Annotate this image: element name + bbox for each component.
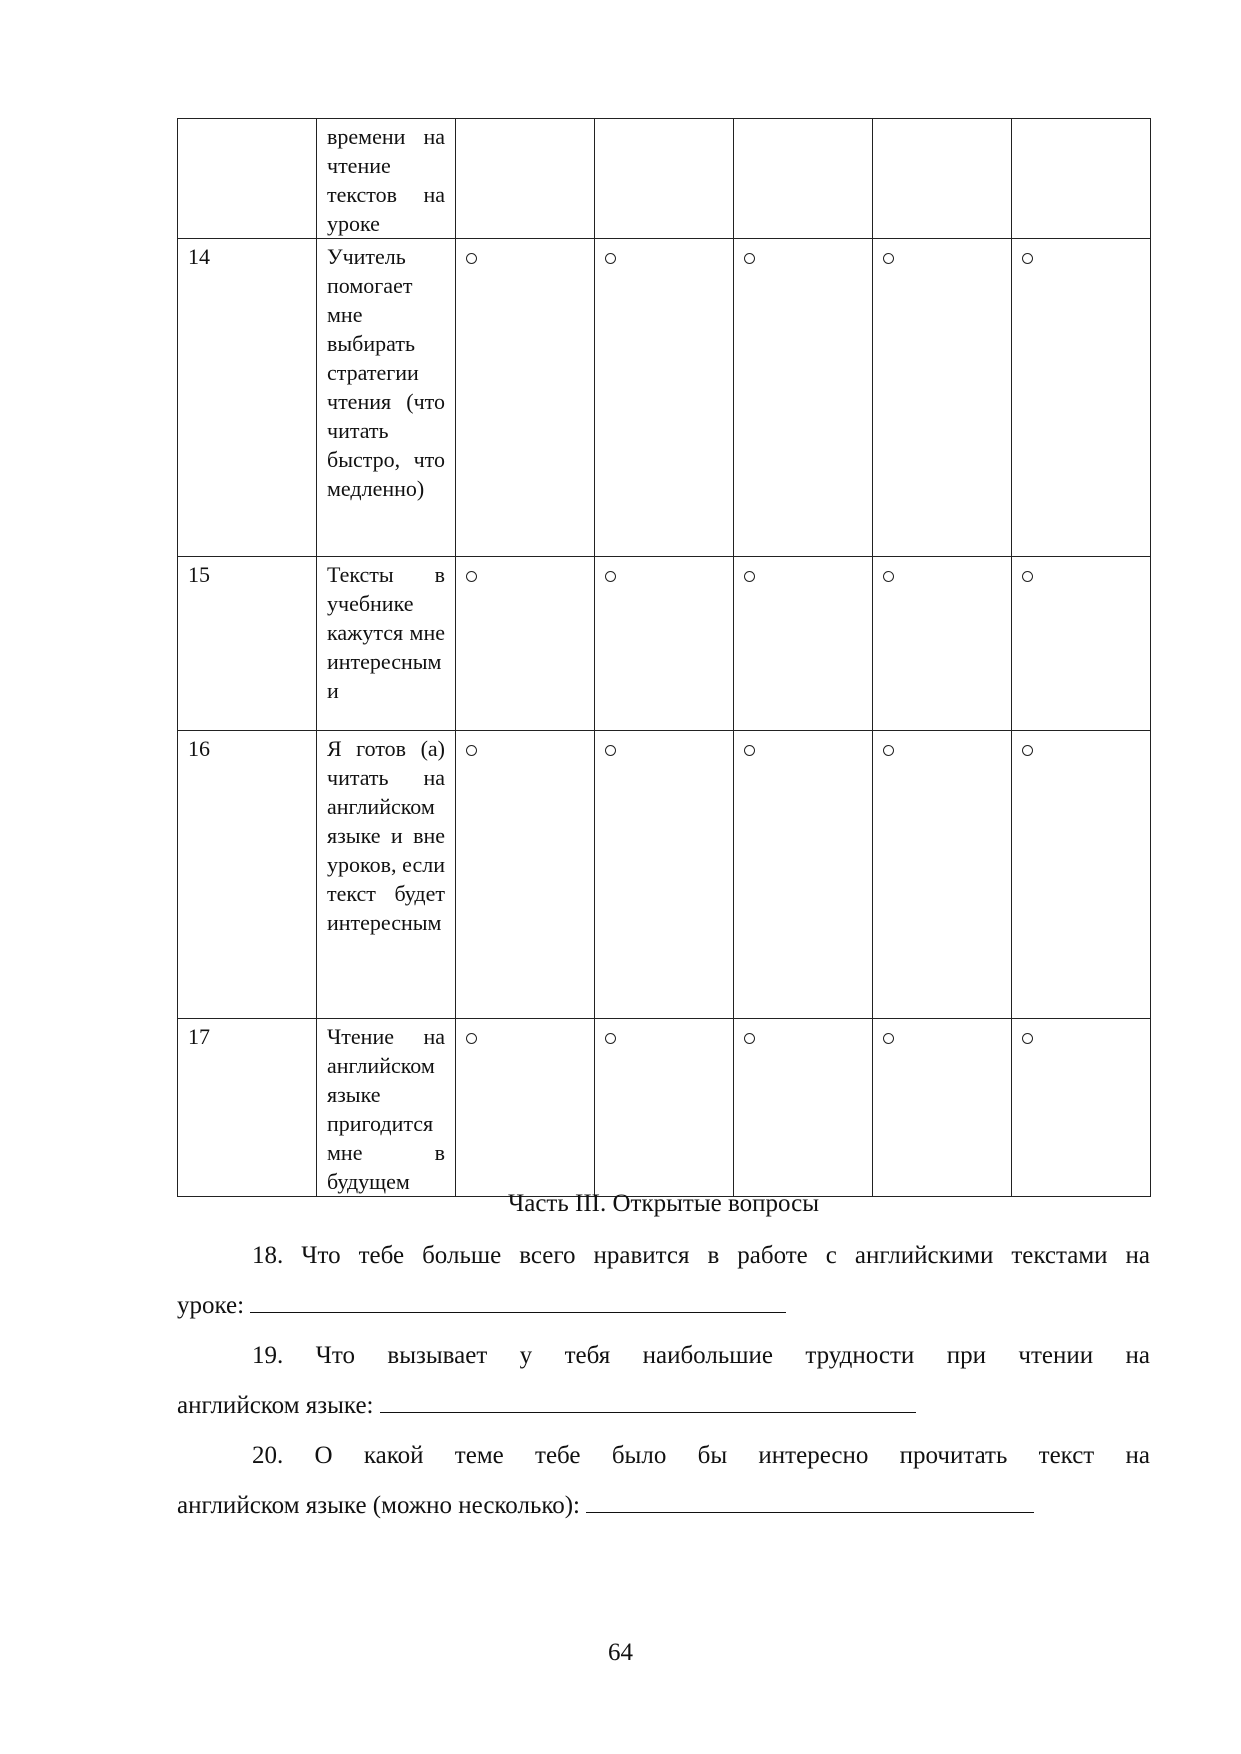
radio-option-icon[interactable]	[466, 1033, 477, 1044]
question-text-continued: английском языке (можно несколько):	[177, 1492, 587, 1519]
row-number	[178, 119, 317, 239]
radio-option-icon[interactable]	[744, 253, 755, 264]
answer-cell[interactable]	[734, 731, 873, 1019]
open-question	[177, 1431, 1150, 1531]
answer-cell[interactable]	[456, 1019, 595, 1197]
answer-cell[interactable]	[1012, 557, 1151, 731]
answer-cell[interactable]	[1012, 731, 1151, 1019]
row-number: 14	[178, 239, 317, 557]
answer-cell[interactable]	[456, 731, 595, 1019]
open-question	[177, 1231, 1150, 1331]
radio-option-icon[interactable]	[883, 253, 894, 264]
table-row	[178, 1019, 1151, 1197]
section-title: Часть III. Открытые вопросы	[507, 1190, 819, 1217]
answer-cell[interactable]	[1012, 1019, 1151, 1197]
answer-cell[interactable]	[595, 1019, 734, 1197]
radio-option-icon[interactable]	[1022, 745, 1033, 756]
answer-cell	[873, 119, 1012, 239]
answer-cell[interactable]	[873, 1019, 1012, 1197]
row-statement: Чтение на английском языке пригодится мне в будущем	[317, 1019, 456, 1197]
answer-cell	[1012, 119, 1151, 239]
question-text: 18. Что тебе больше всего нравится в работе с английскими текстами на	[252, 1242, 1150, 1269]
radio-option-icon[interactable]	[466, 571, 477, 582]
answer-cell[interactable]	[595, 731, 734, 1019]
answer-cell	[734, 119, 873, 239]
radio-option-icon[interactable]	[1022, 1033, 1033, 1044]
answer-cell[interactable]	[734, 557, 873, 731]
answer-cell[interactable]	[1012, 239, 1151, 557]
question-text: 20. О какой теме тебе было бы интересно прочитать текст на	[252, 1442, 1150, 1469]
radio-option-icon[interactable]	[466, 253, 477, 264]
open-question	[177, 1331, 1150, 1431]
radio-option-icon[interactable]	[605, 571, 616, 582]
radio-option-icon[interactable]	[1022, 571, 1033, 582]
row-number: 16	[178, 731, 317, 1019]
radio-option-icon[interactable]	[466, 745, 477, 756]
radio-option-icon[interactable]	[883, 571, 894, 582]
radio-option-icon[interactable]	[605, 1033, 616, 1044]
answer-cell[interactable]	[595, 557, 734, 731]
answer-blank-line[interactable]	[586, 1486, 1034, 1513]
radio-option-icon[interactable]	[744, 1033, 755, 1044]
question-text-continued: уроке:	[177, 1292, 251, 1319]
row-statement: Учитель помогает мне выбирать стратегии чтения (что читать быстро, что медленно)	[317, 239, 456, 557]
answer-cell[interactable]	[734, 239, 873, 557]
radio-option-icon[interactable]	[883, 1033, 894, 1044]
answer-blank-line[interactable]	[380, 1386, 916, 1413]
question-text-continued: английском языке:	[177, 1392, 380, 1419]
row-statement: Тексты в учебнике кажутся мне интересными	[317, 557, 456, 731]
row-number: 15	[178, 557, 317, 731]
question-text: 19. Что вызывает у тебя наибольшие трудности при чтении на	[252, 1342, 1150, 1369]
answer-cell[interactable]	[456, 557, 595, 731]
radio-option-icon[interactable]	[605, 253, 616, 264]
row-statement: Я готов (а) читать на английском языке и вне уроков, если текст будет интересным	[317, 731, 456, 1019]
table-row	[178, 557, 1151, 731]
table-row	[178, 731, 1151, 1019]
answer-cell[interactable]	[873, 239, 1012, 557]
answer-cell[interactable]	[734, 1019, 873, 1197]
row-statement: времени на чтение текстов на уроке	[317, 119, 456, 239]
radio-option-icon[interactable]	[1022, 253, 1033, 264]
answer-cell[interactable]	[873, 731, 1012, 1019]
page-number: 64	[608, 1639, 633, 1666]
answer-blank-line[interactable]	[250, 1286, 786, 1313]
answer-cell[interactable]	[595, 239, 734, 557]
radio-option-icon[interactable]	[744, 571, 755, 582]
answer-cell	[595, 119, 734, 239]
radio-option-icon[interactable]	[744, 745, 755, 756]
radio-option-icon[interactable]	[605, 745, 616, 756]
answer-cell	[456, 119, 595, 239]
row-number: 17	[178, 1019, 317, 1197]
answer-cell[interactable]	[873, 557, 1012, 731]
survey-table	[177, 118, 1151, 1197]
answer-cell[interactable]	[456, 239, 595, 557]
table-row	[178, 239, 1151, 557]
table-row	[178, 119, 1151, 239]
radio-option-icon[interactable]	[883, 745, 894, 756]
